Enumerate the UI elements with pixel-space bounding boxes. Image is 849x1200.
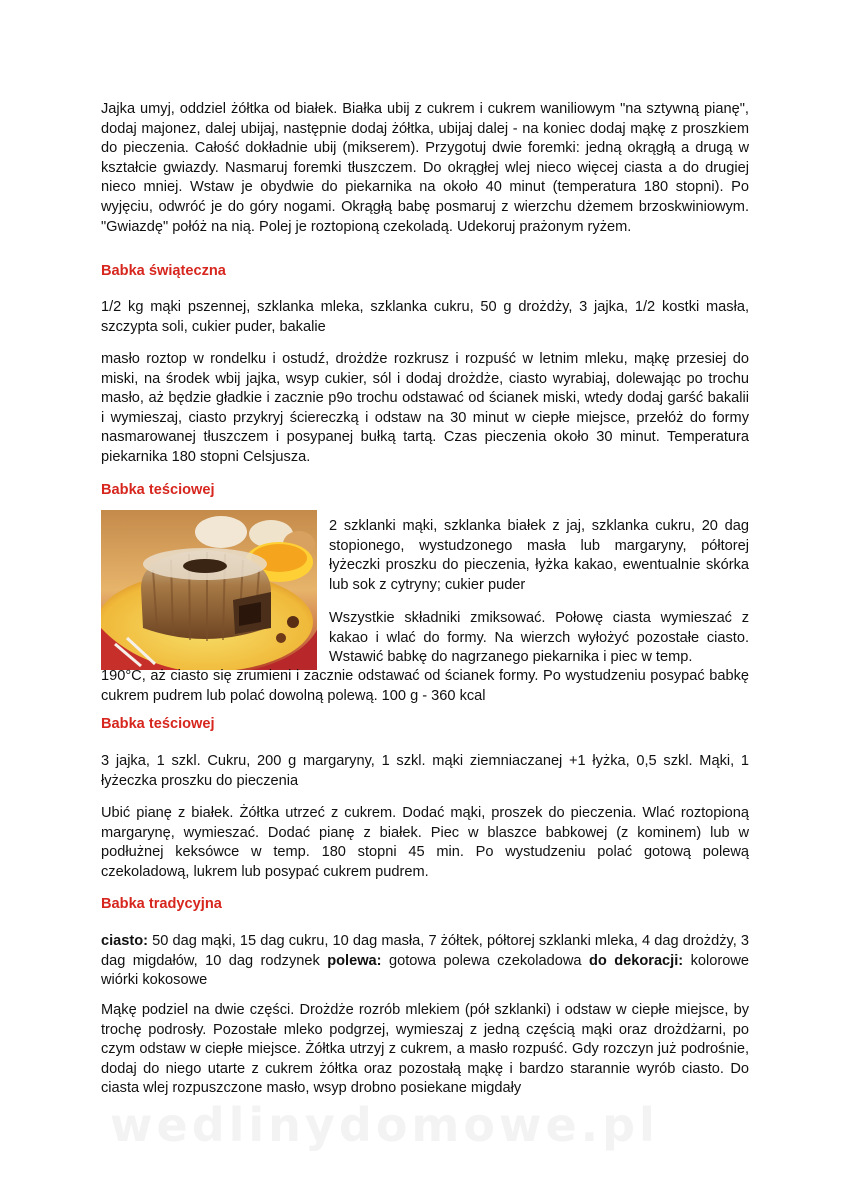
label-polewa: polewa: (327, 952, 382, 969)
recipe1-method: masło roztop w rondelku i ostudź, drożdże rozkrusz i rozpuść w letnim mleku, mąkę przesiej do miski, na środek wbij jajka, wsyp cukier, sól i dodaj drożdże, ciasto wyrabiaj, dolewając po trochu masło, aż będzie gładkie i zacznie p9o trochu odstawać od ścianek miski, wtedy dodaj garść bakalii i wymieszaj, ciasto przykryj ściereczką i odstaw na 30 minut w ciepłe miejsce, przełóż do formy nasmarowanej tłuszczem i posypanej bułką tartą. Czas pieczenia około 30 minut. Temperatura piekarnika 180 stopni Celsjusza. (101, 351, 749, 465)
babka-cake-image (101, 510, 317, 670)
recipe4-ingredients (101, 932, 749, 991)
recipe-title-babka-tesciowej-2: Babka teściowej (101, 716, 215, 732)
label-dekoracji: do dekoracji: (588, 952, 684, 969)
recipe-title-babka-swiateczna: Babka świąteczna (101, 263, 226, 279)
recipe4-method: Mąkę podziel na dwie części. Drożdże rozrób mlekiem (pół szklanki) i odstaw w ciepłe miejsce, by trochę podrosły. Pozostałe mleko podgrzej, wymieszaj z jedną częścią mąki oraz drożdżarni, po czym odstaw w ciepłe miejsce. Żółtka utrzyj z cukrem, a masło rozpuść. Gdy rozczyn już podrośnie, dodaj do niego utarte z cukrem żółtka oraz pozostałą mąkę i bardzo starannie wyrób ciasto. Do ciasta wlej rozpuszczone masło, wsyp drobno posiekane migdały (101, 1002, 749, 1097)
recipe2-method-full: 190°C, aż ciasto się zrumieni i zacznie odstawać od ścianek formy. Po wystudzeniu posypać babkę cukrem pudrem lub polać dowolną polewą. 100 g - 360 kcal (101, 668, 749, 704)
recipe1-ingredients: 1/2 kg mąki pszennej, szklanka mleka, szklanka cukru, 50 g drożdży, 3 jajka, 1/2 kostki masła, szczypta soli, cukier puder, bakalie (101, 299, 749, 335)
label-ciasto: ciasto: (101, 933, 149, 949)
recipe-title-babka-tradycyjna: Babka tradycyjna (101, 896, 222, 912)
babka-photo (101, 510, 317, 670)
recipe-title-babka-tesciowej: Babka teściowej (101, 482, 215, 498)
polewa-text: gotowa polewa czekoladowa (381, 952, 589, 969)
ciasto-list: 50 dag mąki, 15 dag cukru, 10 dag masła, 7 żółtek, półtorej szklanki mleka, 4 dag drożdży, 3 dag migdałów, 10 dag rodzynek (101, 933, 749, 969)
recipe2-method-side: Wszystkie składniki zmiksować. Połowę ciasta wymieszać z kakao i wlać do formy. Na wierzch wyłożyć pozostałe ciasto. Wstawić babkę do nagrzanego piekarnika i piec w temp. (329, 610, 749, 666)
intro-paragraph: Jajka umyj, oddziel żółtka od białek. Białka ubij z cukrem i cukrem waniliowym "na sztywną pianę", dodaj majonez, dalej ubijaj, następnie dodaj żółtka, ubijaj dalej - na koniec dodaj mąkę z proszkiem do pieczenia. Całość dokładnie ubij (mikserem). Przygotuj dwie foremki: jedną okrągłą a drugą w kształcie gwiazdy. Nasmaruj foremki tłuszczem. Do okrągłej wlej nieco więcej ciasta a do drugiej nieco mniej. Wstaw je obydwie do piekarnika na około 40 minut (temperatura 180 stopni). Po wyjęciu, odwróć je do góry nogami. Okrągłą babę posmaruj z wierzchu dżemem brzoskwiniowym. "Gwiazdę" połóż na nią. Polej je roztopioną czekoladą. Udekoruj prażonym ryżem. (101, 101, 749, 235)
recipe2-ingredients: 2 szklanki mąki, szklanka białek z jaj, szklanka cukru, 20 dag stopionego, wystudzonego masła lub margaryny, półtorej łyżeczki proszku do pieczenia, łyżka kakao, ewentualnie skórka lub sok z cytryny; cukier puder (329, 518, 749, 593)
dekoracji-text: kolorowe wiórki kokosowe (101, 952, 749, 989)
watermark: wedlinydomowe.pl (110, 1098, 659, 1152)
recipe3-method: Ubić pianę z białek. Żółtka utrzeć z cukrem. Dodać mąki, proszek do pieczenia. Wlać roztopioną margarynę, wymieszać. Dodać pianę z białek. Piec w blaszce babkowej (z kominem) lub w podłużnej keksówce w temp. 180 stopni 45 min. Po wystudzeniu polać gotową polewą czekoladową, lukrem lub posypać cukrem pudrem. (101, 805, 749, 880)
recipe3-ingredients: 3 jajka, 1 szkl. Cukru, 200 g margaryny, 1 szkl. mąki ziemniaczanej +1 łyżka, 0,5 szkl. Mąki, 1 łyżeczka proszku do pieczenia (101, 753, 749, 789)
